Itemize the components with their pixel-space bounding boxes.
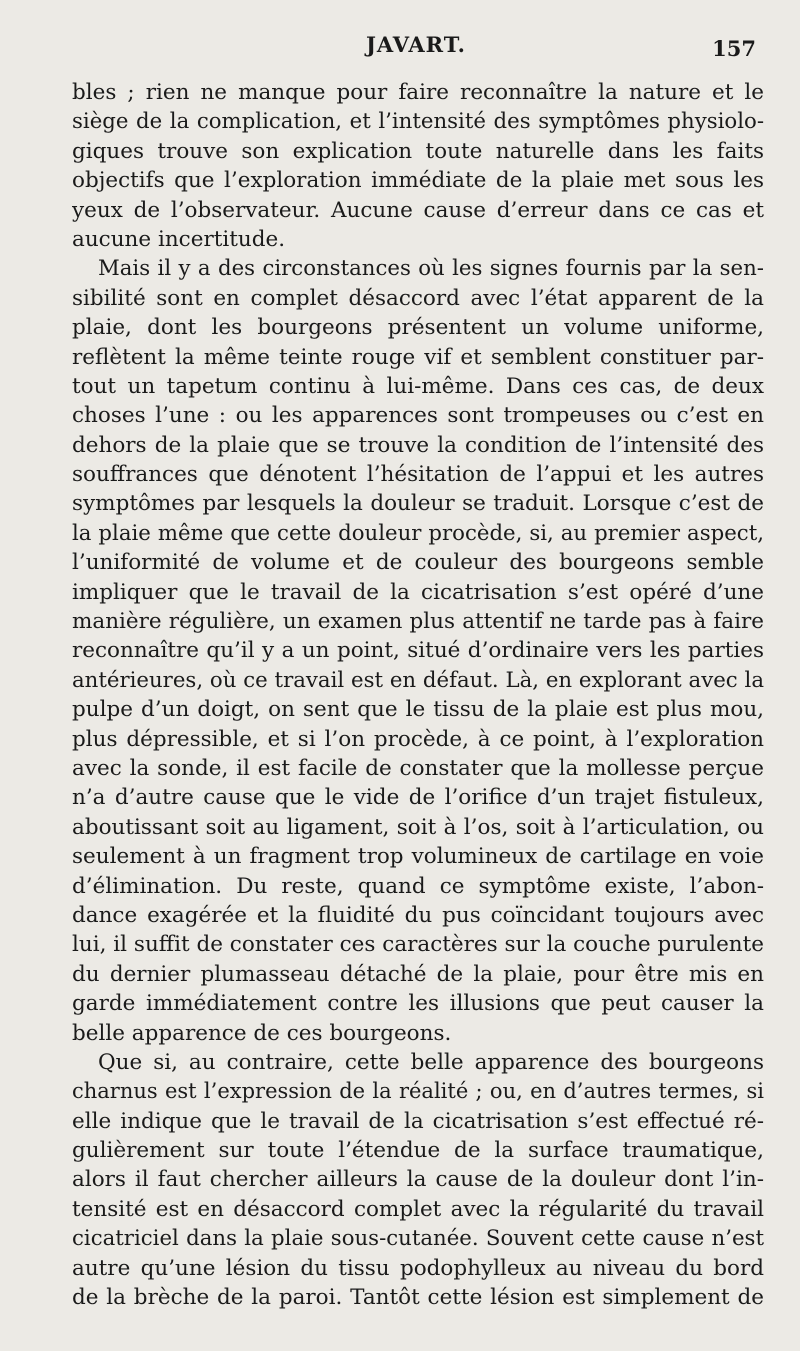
text-line: manière régulière, un examen plus attentif ne tarde pas à faire	[72, 609, 764, 635]
page-number: 157	[712, 36, 756, 61]
text-line: la plaie même que cette douleur procède, si, au premier aspect,	[72, 520, 764, 546]
text-line: dance exagérée et la fluidité du pus coïncidant toujours avec	[72, 902, 764, 928]
text-line: siège de la complication, et l’intensité des symptômes physiolo-	[72, 109, 764, 135]
text-line: belle apparence de ces bourgeons.	[72, 1020, 452, 1046]
text-line: d’élimination. Du reste, quand ce symptôme existe, l’abon-	[72, 873, 764, 899]
text-line: autre qu’une lésion du tissu podophylleux au niveau du bord	[72, 1255, 764, 1281]
running-head: JAVART.	[366, 32, 466, 57]
body-text	[72, 78, 764, 1312]
text-line: aucune incertitude.	[72, 226, 286, 252]
text-line: souffrances que dénotent l’hésitation de l’appui et les autres	[72, 462, 764, 488]
text-line: seulement à un fragment trop volumineux de cartilage en voie	[72, 844, 764, 870]
text-line: elle indique que le travail de la cicatrisation s’est effectué ré-	[72, 1108, 764, 1134]
text-line: alors il faut chercher ailleurs la cause de la douleur dont l’in-	[72, 1167, 764, 1193]
text-line: plus dépressible, et si l’on procède, à ce point, à l’exploration	[72, 726, 764, 752]
page-header	[0, 28, 800, 62]
text-line: symptômes par lesquels la douleur se traduit. Lorsque c’est de	[72, 491, 764, 517]
text-line: yeux de l’observateur. Aucune cause d’erreur dans ce cas et	[72, 197, 764, 223]
text-line: dehors de la plaie que se trouve la condition de l’intensité des	[72, 432, 764, 458]
text-line: bles ; rien ne manque pour faire reconnaître la nature et le	[72, 80, 764, 105]
text-line: sibilité sont en complet désaccord avec l’état apparent de la	[72, 285, 764, 311]
text-line: impliquer que le travail de la cicatrisation s’est opéré d’une	[72, 579, 764, 605]
text-line: objectifs que l’exploration immédiate de la plaie met sous les	[72, 168, 764, 194]
text-line: gulièrement sur toute l’étendue de la surface traumatique,	[72, 1138, 764, 1164]
paragraph	[72, 254, 764, 1048]
text-line: antérieures, où ce travail est en défaut. Là, en explorant avec la	[72, 667, 764, 693]
text-line: garde immédiatement contre les illusions que peut causer la	[72, 991, 764, 1017]
text-line: choses l’une : ou les apparences sont trompeuses ou c’est en	[72, 403, 764, 429]
text-line: lui, il suffit de constater ces caractères sur la couche purulente	[72, 932, 764, 958]
text-line: plaie, dont les bourgeons présentent un volume uniforme,	[72, 315, 764, 341]
text-line: Que si, au contraire, cette belle apparence des bourgeons	[98, 1049, 764, 1075]
text-line: aboutissant soit au ligament, soit à l’os, soit à l’articulation, ou	[72, 814, 764, 840]
text-line: giques trouve son explication toute naturelle dans les faits	[72, 138, 764, 164]
paragraph	[72, 1048, 764, 1313]
text-line: reflètent la même teinte rouge vif et semblent constituer par-	[72, 344, 764, 370]
text-line: n’a d’autre cause que le vide de l’orifice d’un trajet fistuleux,	[72, 785, 764, 811]
text-line: de la brèche de la paroi. Tantôt cette lésion est simplement de	[72, 1285, 764, 1311]
text-line: pulpe d’un doigt, on sent que le tissu de la plaie est plus mou,	[72, 697, 764, 723]
text-line: tout un tapetum continu à lui-même. Dans ces cas, de deux	[72, 373, 764, 399]
text-line: Mais il y a des circonstances où les signes fournis par la sen-	[98, 256, 764, 282]
text-line: charnus est l’expression de la réalité ; ou, en d’autres termes, si	[72, 1079, 764, 1104]
text-line: l’uniformité de volume et de couleur des bourgeons semble	[72, 550, 764, 576]
text-line: avec la sonde, il est facile de constater que la mollesse perçue	[72, 755, 764, 781]
text-line: du dernier plumasseau détaché de la plaie, pour être mis en	[72, 961, 764, 987]
text-line: tensité est en désaccord complet avec la régularité du travail	[72, 1196, 764, 1222]
paragraph	[72, 78, 764, 254]
text-line: reconnaître qu’il y a un point, situé d’ordinaire vers les parties	[72, 638, 764, 664]
text-line: cicatriciel dans la plaie sous-cutanée. Souvent cette cause n’est	[72, 1226, 764, 1252]
